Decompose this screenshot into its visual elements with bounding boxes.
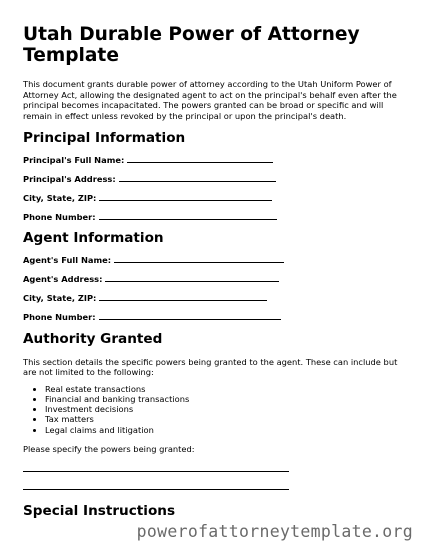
fill-line <box>114 254 284 263</box>
list-item: • Financial and banking transactions <box>45 394 400 404</box>
agent-heading: Agent Information <box>23 230 164 246</box>
principal-address-field[interactable] <box>23 173 400 184</box>
list-item: • Legal claims and litigation <box>45 425 400 435</box>
document-title: Utah Durable Power of Attorney Template <box>23 24 360 66</box>
field-label: Principal's Address: <box>23 174 116 184</box>
fill-line <box>127 154 273 163</box>
list-item: • Investment decisions <box>45 404 400 414</box>
agent-address-field[interactable] <box>23 273 400 284</box>
fill-line <box>99 192 272 201</box>
powers-blank-line-1[interactable] <box>23 471 289 472</box>
principal-phone-field[interactable] <box>23 211 400 222</box>
fill-line <box>105 273 279 282</box>
field-label: City, State, ZIP: <box>23 193 97 203</box>
field-label: Phone Number: <box>23 312 96 322</box>
principal-heading: Principal Information <box>23 130 186 146</box>
field-label: Principal's Full Name: <box>23 155 125 165</box>
site-watermark: powerofattorneytemplate.org <box>136 522 413 541</box>
principal-name-field[interactable] <box>23 154 400 165</box>
authority-heading: Authority Granted <box>23 331 163 347</box>
fill-line <box>99 211 277 220</box>
list-item: • Real estate transactions <box>45 384 400 394</box>
fill-line <box>99 292 267 301</box>
field-label: City, State, ZIP: <box>23 293 97 303</box>
intro-paragraph: This document grants durable power of attorney according to the Utah Uniform Power of Attorney Act, allowing the designated agent to act on the principal's behalf even after the principal becomes incapacitated. The powers granted can be broad or specific and will remain in effect unless revoked by the principal or upon the principal's death. <box>23 79 397 121</box>
agent-phone-field[interactable] <box>23 311 400 322</box>
principal-city-field[interactable] <box>23 192 400 203</box>
fill-line <box>99 311 281 320</box>
powers-blank-line-2[interactable] <box>23 489 289 490</box>
field-label: Agent's Full Name: <box>23 255 112 265</box>
fill-line <box>119 173 276 182</box>
special-instructions-heading: Special Instructions <box>23 503 176 520</box>
agent-city-field[interactable] <box>23 292 400 303</box>
field-label: Phone Number: <box>23 212 96 222</box>
authority-description: This section details the specific powers being granted to the agent. These can include but are not limited to the following: <box>23 357 398 378</box>
field-label: Agent's Address: <box>23 274 103 284</box>
list-item: • Tax matters <box>45 414 400 424</box>
agent-name-field[interactable] <box>23 254 400 265</box>
specify-prompt: Please specify the powers being granted: <box>23 444 195 455</box>
powers-list <box>23 384 400 435</box>
